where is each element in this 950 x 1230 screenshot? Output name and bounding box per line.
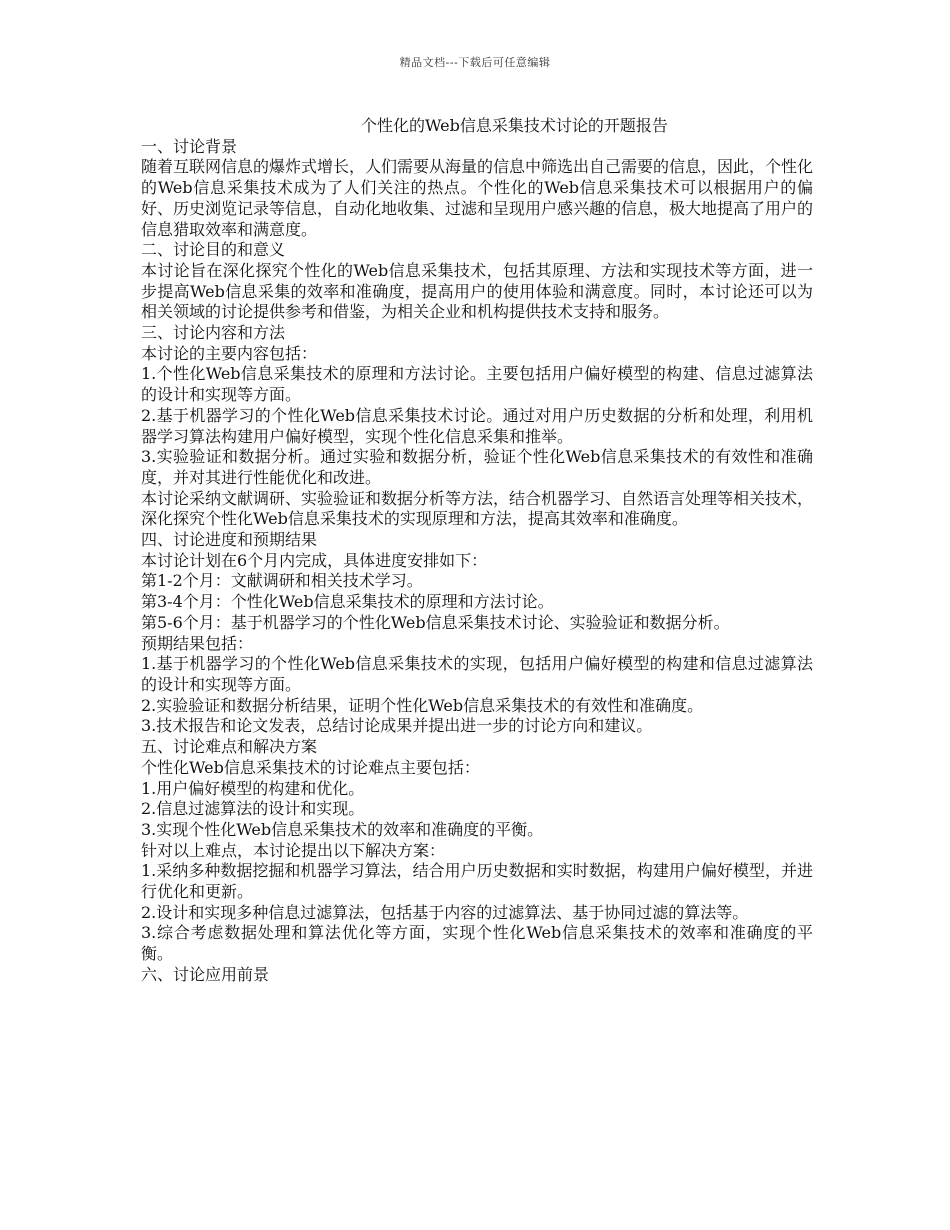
paragraph-purpose: 本讨论旨在深化探究个性化的Web信息采集技术，包括其原理、方法和实现技术等方面，进一步提高Web信息采集的效率和准确度，提高用户的使用体验和满意度。同时，本讨论还可以为相关领域的讨论提供参考和借鉴，为相关企业和机构提供技术支持和服务。 (141, 260, 813, 322)
list-item-solution-1: 1.采纳多种数据挖掘和机器学习算法，结合用户历史数据和实时数据，构建用户偏好模型，并进行优化和更新。 (141, 861, 813, 902)
paragraph-schedule-intro: 本讨论计划在6个月内完成，具体进度安排如下： (141, 550, 488, 570)
paragraph-results-intro: 预期结果包括： (141, 633, 254, 653)
list-item-results-3: 3.技术报告和论文发表，总结讨论成果并提出进一步的讨论方向和建议。 (141, 716, 653, 736)
paragraph-difficulties-intro: 个性化Web信息采集技术的讨论难点主要包括： (141, 757, 480, 777)
list-item-difficulty-1: 1.用户偏好模型的构建和优化。 (141, 778, 365, 798)
list-item-schedule-3: 第5-6个月：基于机器学习的个性化Web信息采集技术讨论、实验验证和数据分析。 (141, 612, 730, 632)
list-item-schedule-1: 第1-2个月：文献调研和相关技术学习。 (141, 571, 423, 591)
paragraph-solutions-intro: 针对以上难点，本讨论提出以下解决方案： (141, 840, 446, 860)
section-heading-prospects: 六、讨论应用前景 (141, 964, 270, 984)
list-item-difficulty-3: 3.实现个性化Web信息采集技术的效率和准确度的平衡。 (141, 819, 544, 839)
paragraph-background: 随着互联网信息的爆炸式增长，人们需要从海量的信息中筛选出自己需要的信息，因此，个性化的Web信息采集技术成为了人们关注的热点。个性化的Web信息采集技术可以根据用户的偏好、历史浏览记录等信息，自动化地收集、过滤和呈现用户感兴趣的信息，极大地提高了用户的信息猎取效率和满意度。 (141, 157, 814, 239)
document-title: 个性化的Web信息采集技术讨论的开题报告 (361, 116, 668, 135)
list-item-content-2: 2.基于机器学习的个性化Web信息采集技术讨论。通过对用户历史数据的分析和处理，利用机器学习算法构建用户偏好模型，实现个性化信息采集和推举。 (141, 405, 813, 446)
section-heading-purpose: 二、讨论目的和意义 (141, 240, 286, 260)
list-item-solution-3: 3.综合考虑数据处理和算法优化等方面，实现个性化Web信息采集技术的效率和准确度的平衡。 (141, 923, 813, 964)
section-heading-background: 一、讨论背景 (141, 136, 238, 156)
section-heading-schedule: 四、讨论进度和预期结果 (141, 530, 318, 550)
header-note: 精品文档---下载后可任意编辑 (399, 56, 551, 69)
section-heading-content-methods: 三、讨论内容和方法 (141, 323, 286, 343)
list-item-difficulty-2: 2.信息过滤算法的设计和实现。 (141, 799, 365, 819)
paragraph-methods: 本讨论采纳文献调研、实验验证和数据分析等方法，结合机器学习、自然语言处理等相关技术，深化探究个性化Web信息采集技术的实现原理和方法，提高其效率和准确度。 (141, 488, 814, 529)
list-item-content-3: 3.实验验证和数据分析。通过实验和数据分析，验证个性化Web信息采集技术的有效性和准确度，并对其进行性能优化和改进。 (141, 447, 813, 487)
section-heading-difficulties: 五、讨论难点和解决方案 (141, 737, 318, 757)
list-item-results-1: 1.基于机器学习的个性化Web信息采集技术的实现，包括用户偏好模型的构建和信息过滤算法的设计和实现等方面。 (141, 654, 813, 694)
list-item-schedule-2: 第3-4个月：个性化Web信息采集技术的原理和方法讨论。 (141, 592, 554, 612)
document-body (141, 116, 813, 986)
list-item-results-2: 2.实验验证和数据分析结果，证明个性化Web信息采集技术的有效性和准确度。 (141, 695, 704, 715)
paragraph-content-intro: 本讨论的主要内容包括： (141, 343, 318, 363)
list-item-content-1: 1.个性化Web信息采集技术的原理和方法讨论。主要包括用户偏好模型的构建、信息过滤算法的设计和实现等方面。 (141, 364, 813, 405)
list-item-solution-2: 2.设计和实现多种信息过滤算法，包括基于内容的过滤算法、基于协同过滤的算法等。 (141, 902, 749, 922)
